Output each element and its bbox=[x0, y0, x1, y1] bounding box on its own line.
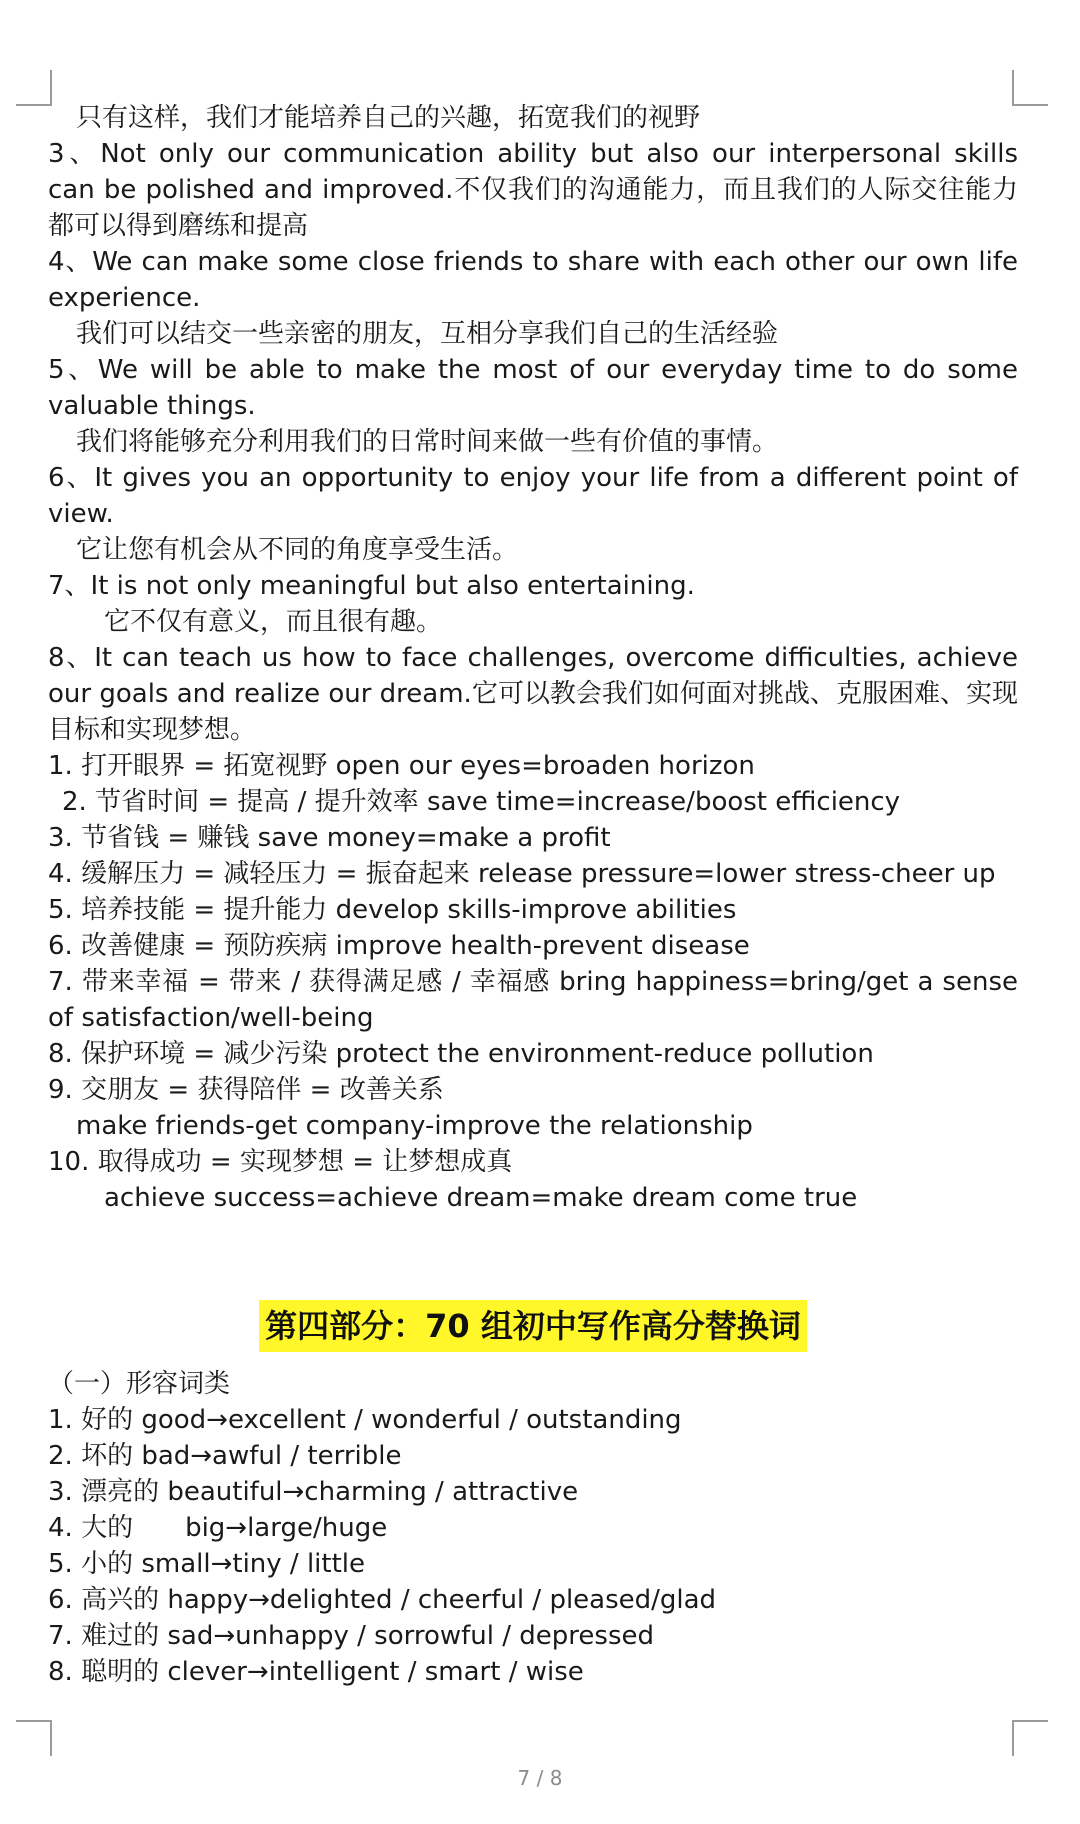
sentence-line: 5、We will be able to make the most of our everyday time to do some valuable things. bbox=[48, 355, 1018, 421]
subsection-title: （一）形容词类 bbox=[48, 1369, 231, 1399]
phrase-item: 10. 取得成功 = 实现梦想 = 让梦想成真 bbox=[48, 1147, 513, 1177]
sentence-line: 4、We can make some close friends to share with each other our own life experience. bbox=[48, 247, 1018, 313]
phrase-item: 7. 带来幸福 = 带来 / 获得满足感 / 幸福感 bring happiness=bring/get a sense of satisfaction/well-being bbox=[48, 967, 1018, 1033]
section-heading-wrap bbox=[48, 1300, 1018, 1352]
adjective-item: 1. 好的 good→excellent / wonderful / outstanding bbox=[48, 1405, 682, 1435]
sentence-line: 7、It is not only meaningful but also entertaining. bbox=[48, 571, 695, 601]
phrase-english: make friends-get company-improve the relationship bbox=[76, 1111, 753, 1141]
phrase-item: 4. 缓解压力 = 减轻压力 = 振奋起来 release pressure=lower stress-cheer up bbox=[48, 859, 996, 889]
adjective-item: 4. 大的 big→large/huge bbox=[48, 1513, 388, 1543]
phrase-item: 9. 交朋友 = 获得陪伴 = 改善关系 bbox=[48, 1075, 444, 1105]
adjective-item: 7. 难过的 sad→unhappy / sorrowful / depressed bbox=[48, 1621, 654, 1651]
sentence-line: 8、It can teach us how to face challenges, overcome difficulties, achieve our goals and realize our dream.它可以教会我们如何面对挑战、克服困难、实现目标和实现梦想。 bbox=[48, 643, 1018, 745]
adjective-item: 8. 聪明的 clever→intelligent / smart / wise bbox=[48, 1657, 584, 1687]
page-number: 7 / 8 bbox=[517, 1766, 563, 1790]
adjective-item: 5. 小的 small→tiny / little bbox=[48, 1549, 366, 1579]
phrase-item: 1. 打开眼界 = 拓宽视野 open our eyes=broaden horizon bbox=[48, 751, 755, 781]
crop-mark-top-left bbox=[16, 70, 52, 106]
phrase-item: 8. 保护环境 = 减少污染 protect the environment-reduce pollution bbox=[48, 1039, 874, 1069]
page-content bbox=[48, 100, 1018, 1690]
sentence-line: 6、It gives you an opportunity to enjoy your life from a different point of view. bbox=[48, 463, 1018, 529]
section-title: 第四部分：70 组初中写作高分替换词 bbox=[259, 1300, 807, 1352]
phrase-item: 6. 改善健康 = 预防疾病 improve health-prevent disease bbox=[48, 931, 750, 961]
phrase-english: achieve success=achieve dream=make dream come true bbox=[104, 1183, 858, 1213]
sentence-translation: 它让您有机会从不同的角度享受生活。 bbox=[76, 535, 519, 565]
adjective-item: 3. 漂亮的 beautiful→charming / attractive bbox=[48, 1477, 579, 1507]
sentence-translation: 它不仅有意义，而且很有趣。 bbox=[104, 607, 443, 637]
adjective-item: 2. 坏的 bad→awful / terrible bbox=[48, 1441, 402, 1471]
adjective-item: 6. 高兴的 happy→delighted / cheerful / pleased/glad bbox=[48, 1585, 717, 1615]
phrase-item: 2. 节省时间 = 提高 / 提升效率 save time=increase/boost efficiency bbox=[62, 787, 901, 817]
phrase-item: 3. 节省钱 = 赚钱 save money=make a profit bbox=[48, 823, 611, 853]
crop-mark-bottom-right bbox=[1012, 1720, 1048, 1756]
phrase-item: 5. 培养技能 = 提升能力 develop skills-improve abilities bbox=[48, 895, 737, 925]
crop-mark-bottom-left bbox=[16, 1720, 52, 1756]
sentence-line: 3、Not only our communication ability but also our interpersonal skills can be polished and improved.不仅我们的沟通能力，而且我们的人际交往能力都可以得到磨练和提高 bbox=[48, 139, 1018, 241]
sentence-translation: 我们将能够充分利用我们的日常时间来做一些有价值的事情。 bbox=[76, 427, 779, 457]
sentence-line: 只有这样，我们才能培养自己的兴趣，拓宽我们的视野 bbox=[76, 103, 701, 133]
sentence-translation: 我们可以结交一些亲密的朋友，互相分享我们自己的生活经验 bbox=[76, 319, 779, 349]
